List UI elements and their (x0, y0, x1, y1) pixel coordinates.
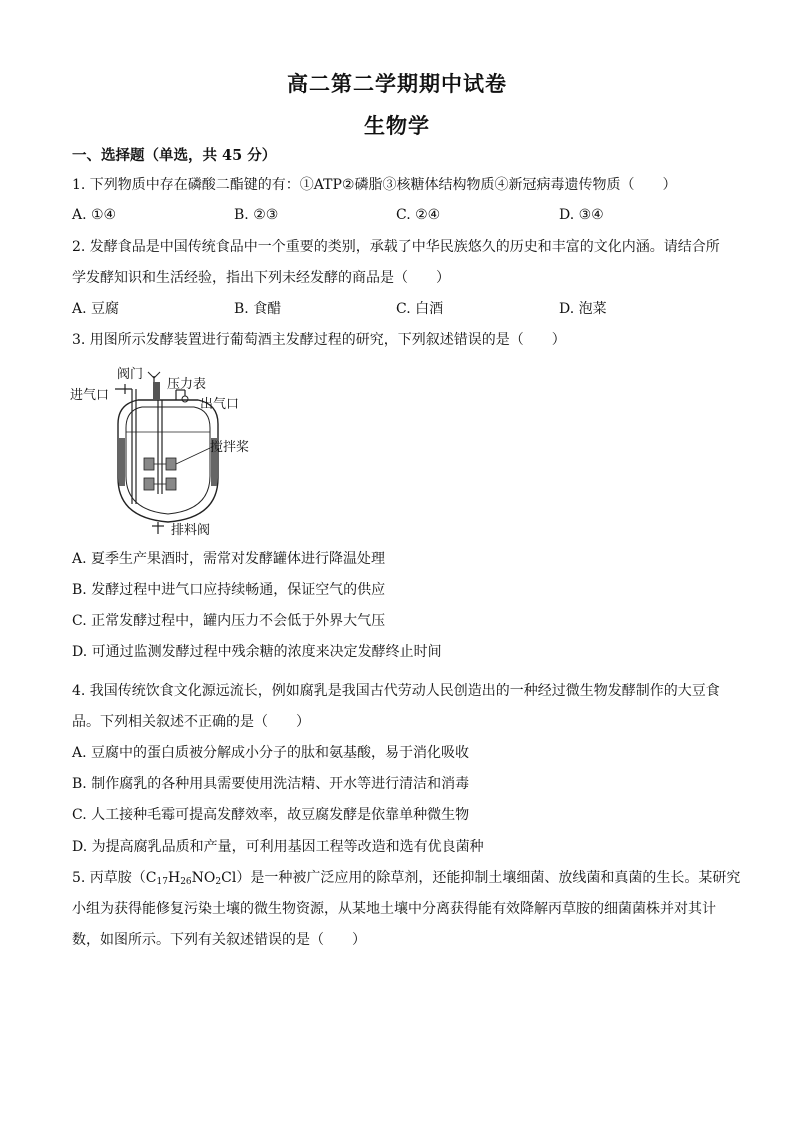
question-5-stem-line-3: 数，如图所示。下列有关叙述错误的是（ ） (72, 932, 366, 948)
paddle-3 (144, 478, 154, 490)
question-5-stem-line-1 (72, 868, 741, 888)
question-4-stem-line-1: 4. 我国传统饮食文化源远流长，例如腐乳是我国古代劳动人民创造出的一种经过微生物发酵制作的大豆食 (72, 683, 720, 699)
question-3-option-a: A. 夏季生产果酒时，需常对发酵罐体进行降温处理 (72, 551, 386, 567)
outlet-valve (182, 396, 188, 402)
label-pressure-gauge: 压力表 (167, 377, 207, 392)
question-3-option-b: B. 发酵过程中进气口应持续畅通，保证空气的供应 (72, 582, 386, 598)
label-air-inlet: 进气口 (70, 388, 110, 403)
question-4-option-d: D. 为提高腐乳品质和产量，可利用基因工程等改造和选有优良菌种 (72, 839, 484, 855)
q5-h: H (167, 870, 181, 886)
paddle-4 (166, 478, 176, 490)
question-4-option-c: C. 人工接种毛霉可提高发酵效率，故豆腐发酵是依靠单种微生物 (72, 807, 470, 823)
q5-no: NO (191, 870, 216, 886)
paddle-2 (166, 458, 176, 470)
label-stirrer: 搅拌桨 (210, 440, 250, 455)
question-2-stem-line-2: 学发酵知识和生活经验，指出下列未经发酵的商品是（ ） (72, 270, 450, 286)
q5-prefix: 5. 丙草胺（C (72, 870, 157, 886)
question-2-options (72, 299, 732, 319)
option-c: C. 白酒 (396, 301, 444, 317)
option-d: D. ③④ (559, 207, 604, 223)
question-2-stem-line-1: 2. 发酵食品是中国传统食品中一个重要的类别，承载了中华民族悠久的历史和丰富的文化内涵。请结合所 (72, 239, 720, 255)
option-a: A. 豆腐 (72, 301, 120, 317)
question-4-stem-line-2: 品。下列相关叙述不正确的是（ ） (72, 714, 310, 730)
question-4-option-b: B. 制作腐乳的各种用具需要使用洗洁精、开水等进行清洁和消毒 (72, 776, 470, 792)
section-heading: 一、选择题（单选，共 45 分） (72, 147, 277, 164)
exam-subject: 生物学 (364, 113, 430, 138)
q5-suffix: ）是一种被广泛应用的除草剂，还能抑制土壤细菌、放线菌和真菌的生长。某研究 (236, 870, 741, 886)
fermenter-diagram (70, 366, 270, 538)
paddle-1 (144, 458, 154, 470)
pressure-gauge (153, 382, 160, 400)
exam-title: 高二第二学期期中试卷 (287, 71, 507, 96)
question-3-option-d: D. 可通过监测发酵过程中残余糖的浓度来决定发酵终止时间 (72, 644, 442, 660)
q5-sub-o: 2 (215, 877, 222, 887)
option-d: D. 泡菜 (559, 301, 607, 317)
fermenter-svg (70, 366, 270, 538)
q5-sub-c: 17 (156, 877, 168, 887)
label-air-outlet: 出气口 (200, 397, 240, 412)
question-5-stem-line-2: 小组为获得能修复污染土壤的微生物资源，从某地土壤中分离获得能有效降解丙草胺的细菌菌株并对其计 (72, 901, 716, 917)
question-3-stem: 3. 用图所示发酵装置进行葡萄酒主发酵过程的研究，下列叙述错误的是（ ） (72, 332, 566, 348)
option-a: A. ①④ (72, 207, 117, 223)
q5-sub-h: 26 (180, 877, 192, 887)
question-4-option-a: A. 豆腐中的蛋白质被分解成小分子的肽和氨基酸，易于消化吸收 (72, 745, 470, 761)
question-3-option-c: C. 正常发酵过程中，罐内压力不会低于外界大气压 (72, 613, 386, 629)
q5-cl: Cl (221, 870, 237, 886)
label-discharge-valve: 排料阀 (171, 523, 211, 538)
option-b: B. 食醋 (234, 301, 282, 317)
stirrer-pointer (176, 448, 210, 464)
option-c: C. ②④ (396, 207, 441, 223)
jacket-left (119, 438, 125, 486)
label-valve: 阀门 (117, 367, 144, 382)
question-1-stem: 1. 下列物质中存在磷酸二酯键的有：①ATP②磷脂③核糖体结构物质④新冠病毒遗传物质（ ） (72, 177, 677, 193)
option-b: B. ②③ (234, 207, 279, 223)
question-1-options (72, 205, 732, 225)
